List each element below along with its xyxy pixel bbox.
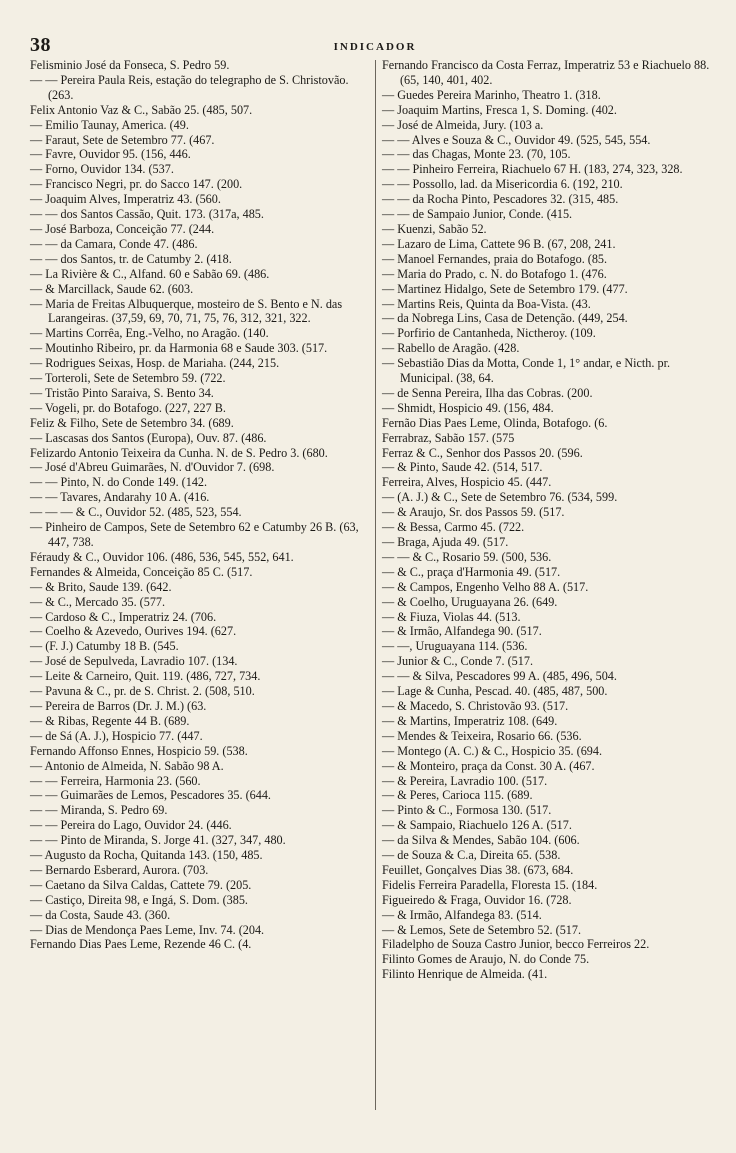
directory-entry: — Manoel Fernandes, praia do Botafogo. (85.: [382, 251, 608, 266]
directory-entry: — Shmidt, Hospicio 49. (156, 484.: [382, 400, 554, 415]
directory-entry: — & C., praça d'Harmonia 49. (517.: [382, 564, 561, 579]
directory-entry: — & Martins, Imperatriz 108. (649.: [382, 713, 558, 728]
directory-entry: — Bernardo Esberard, Aurora. (703.: [30, 862, 209, 877]
directory-entry: — Guedes Pereira Marinho, Theatro 1. (318.: [382, 87, 601, 102]
directory-entry: — Dias de Mendonça Paes Leme, Inv. 74. (204.: [30, 922, 265, 937]
directory-entry: — — — & C., Ouvidor 52. (485, 523, 554.: [30, 505, 242, 520]
directory-entry: Fernando Dias Paes Leme, Rezende 46 C. (4.: [30, 937, 252, 952]
directory-entry: Filinto Gomes de Araujo, N. do Conde 75.: [382, 952, 590, 967]
directory-entry: — — dos Santos, tr. de Catumby 2. (418.: [30, 251, 232, 266]
directory-entry: — José Barboza, Conceição 77. (244.: [30, 221, 215, 236]
directory-entry: — — & Silva, Pescadores 99 A. (485, 496, 504.: [382, 669, 617, 684]
directory-entry: — & Araujo, Sr. dos Passos 59. (517.: [382, 505, 565, 520]
directory-entry: — Moutinho Ribeiro, pr. da Harmonia 68 e Saude 303. (517.: [30, 341, 328, 356]
directory-entry: — & Coelho, Uruguayana 26. (649.: [382, 594, 558, 609]
directory-entry: — & Marcillack, Saude 62. (603.: [30, 281, 194, 296]
directory-entry: — Leite & Carneiro, Quit. 119. (486, 727, 734.: [30, 669, 261, 684]
directory-entry: Fernando Francisco da Costa Ferraz, Imperatriz 53 e Riachuelo 88. (65, 140, 401, 402.: [382, 58, 710, 87]
directory-entry: — Lascasas dos Santos (Europa), Ouv. 87. (486.: [30, 430, 267, 445]
directory-entry: — & Campos, Engenho Velho 88 A. (517.: [382, 579, 589, 594]
directory-entry: — & Ribas, Regente 44 B. (689.: [30, 713, 190, 728]
directory-entry: — & Sampaio, Riachuelo 126 A. (517.: [382, 818, 572, 833]
directory-entry: — Rabello de Aragão. (428.: [382, 341, 520, 356]
directory-entry: — — Pereira do Lago, Ouvidor 24. (446.: [30, 818, 232, 833]
column-divider: [375, 60, 376, 1110]
directory-entry: — — Guimarães de Lemos, Pescadores 35. (644.: [30, 788, 271, 803]
directory-entry: — da Costa, Saude 43. (360.: [30, 907, 171, 922]
right-column: [382, 58, 720, 982]
directory-entry: — Cardoso & C., Imperatriz 24. (706.: [30, 609, 217, 624]
directory-entry: — & Peres, Carioca 115. (689.: [382, 788, 533, 803]
directory-entry: Felix Antonio Vaz & C., Sabão 25. (485, 507.: [30, 102, 253, 117]
directory-entry: — & C., Mercado 35. (577.: [30, 594, 166, 609]
directory-entry: — — Ferreira, Harmonia 23. (560.: [30, 773, 201, 788]
directory-entry: — Pereira de Barros (Dr. J. M.) (63.: [30, 698, 207, 713]
directory-entry: — —, Uruguayana 114. (536.: [382, 639, 528, 654]
directory-entry: — da Silva & Mendes, Sabão 104. (606.: [382, 833, 580, 848]
directory-entry: — Coelho & Azevedo, Ourives 194. (627.: [30, 624, 237, 639]
directory-entry: Ferreira, Alves, Hospicio 45. (447.: [382, 475, 552, 490]
directory-entry: — José d'Abreu Guimarães, N. d'Ouvidor 7. (698.: [30, 460, 275, 475]
directory-entry: — Junior & C., Conde 7. (517.: [382, 654, 533, 669]
directory-entry: — Sebastião Dias da Motta, Conde 1, 1° andar, e Nicth. pr. Municipal. (38, 64.: [382, 356, 671, 386]
directory-entry: — Favre, Ouvidor 95. (156, 446.: [30, 147, 191, 162]
directory-entry: — — Alves e Souza & C., Ouvidor 49. (525, 545, 554.: [382, 132, 651, 147]
directory-entry: — — Miranda, S. Pedro 69.: [30, 803, 168, 818]
directory-entry: — & Pereira, Lavradio 100. (517.: [382, 773, 548, 788]
directory-entry: Filinto Henrique de Almeida. (41.: [382, 967, 548, 982]
directory-entry: — Torteroli, Sete de Setembro 59. (722.: [30, 371, 226, 386]
directory-entry: — Lage & Cunha, Pescad. 40. (485, 487, 500.: [382, 684, 608, 699]
directory-entry: — Mendes & Teixeira, Rosario 66. (536.: [382, 728, 582, 743]
directory-entry: Feliz & Filho, Sete de Setembro 34. (689.: [30, 415, 234, 430]
directory-entry: Fidelis Ferreira Paradella, Floresta 15. (184.: [382, 877, 598, 892]
directory-entry: — Porfirio de Cantanheda, Nictheroy. (109.: [382, 326, 596, 341]
directory-entry: — Faraut, Sete de Setembro 77. (467.: [30, 132, 215, 147]
directory-entry: — Joaquim Alves, Imperatriz 43. (560.: [30, 192, 221, 207]
directory-entry: — Martins Corrêa, Eng.-Velho, no Aragão. (140.: [30, 326, 269, 341]
directory-entry: — Emilio Taunay, America. (49.: [30, 117, 189, 132]
left-column: [30, 58, 368, 952]
directory-entry: — & Monteiro, praça da Const. 30 A. (467.: [382, 758, 595, 773]
directory-entry: — Augusto da Rocha, Quitanda 143. (150, 485.: [30, 848, 263, 863]
directory-entry: — & Lemos, Sete de Setembro 52. (517.: [382, 922, 582, 937]
directory-entry: — (A. J.) & C., Sete de Setembro 76. (534, 599.: [382, 490, 618, 505]
directory-entry: Féraudy & C., Ouvidor 106. (486, 536, 545, 552, 641.: [30, 549, 294, 564]
directory-entry: — — das Chagas, Monte 23. (70, 105.: [382, 147, 571, 162]
directory-entry: — Forno, Ouvidor 134. (537.: [30, 162, 174, 177]
directory-entry: — Lazaro de Lima, Cattete 96 B. (67, 208, 241.: [382, 236, 616, 251]
directory-entry: — José de Almeida, Jury. (103 a.: [382, 117, 544, 132]
directory-entry: — (F. J.) Catumby 18 B. (545.: [30, 639, 179, 654]
directory-entry: — & Irmão, Alfandega 90. (517.: [382, 624, 542, 639]
directory-entry: — Montego (A. C.) & C., Hospicio 35. (694.: [382, 743, 603, 758]
directory-entry: Fernão Dias Paes Leme, Olinda, Botafogo. (6.: [382, 415, 608, 430]
directory-entry: Filadelpho de Souza Castro Junior, becco Ferreiros 22.: [382, 937, 650, 952]
directory-entry: Felizardo Antonio Teixeira da Cunha. N. de S. Pedro 3. (680.: [30, 445, 328, 460]
directory-entry: — da Nobrega Lins, Casa de Detenção. (449, 254.: [382, 311, 628, 326]
directory-entry: — Joaquim Martins, Fresca 1, S. Doming. (402.: [382, 102, 617, 117]
directory-entry: Ferraz & C., Senhor dos Passos 20. (596.: [382, 445, 583, 460]
directory-entry: — Vogeli, pr. do Botafogo. (227, 227 B.: [30, 400, 226, 415]
directory-entry: — Martinez Hidalgo, Sete de Setembro 179. (477.: [382, 281, 628, 296]
directory-entry: — Maria de Freitas Albuquerque, mosteiro de S. Bento e N. das Larangeiras. (37,59, 69, 70, 71, 75, 76, 312, 321, 322.: [30, 296, 343, 326]
directory-entry: — Pinto & C., Formosa 130. (517.: [382, 803, 552, 818]
directory-entry: Ferrabraz, Sabão 157. (575: [382, 430, 515, 445]
directory-entry: — & Brito, Saude 139. (642.: [30, 579, 172, 594]
directory-entry: — — Pinto, N. do Conde 149. (142.: [30, 475, 208, 490]
directory-entry: — de Sá (A. J.), Hospicio 77. (447.: [30, 728, 203, 743]
directory-entry: — — Pereira Paula Reis, estação do telegrapho de S. Christovão. (263.: [30, 72, 349, 102]
directory-columns: [30, 58, 720, 1138]
directory-entry: Figueiredo & Fraga, Ouvidor 16. (728.: [382, 892, 572, 907]
directory-entry: — Caetano da Silva Caldas, Cattete 79. (205.: [30, 877, 252, 892]
directory-entry: — — Possollo, lad. da Misericordia 6. (192, 210.: [382, 177, 623, 192]
directory-entry: — Rodrigues Seixas, Hosp. de Mariaha. (244, 215.: [30, 356, 280, 371]
directory-entry: — Castiço, Direita 98, e Ingá, S. Dom. (385.: [30, 892, 248, 907]
directory-entry: — — Tavares, Andarahy 10 A. (416.: [30, 490, 210, 505]
directory-entry: — Martins Reis, Quinta da Boa-Vista. (43.: [382, 296, 591, 311]
page-header: [30, 34, 720, 60]
directory-entry: — & Macedo, S. Christovão 93. (517.: [382, 698, 569, 713]
directory-entry: — — da Rocha Pinto, Pescadores 32. (315, 485.: [382, 192, 619, 207]
directory-entry: Fernando Affonso Ennes, Hospicio 59. (538.: [30, 743, 248, 758]
page-number: 38: [30, 34, 51, 56]
directory-entry: — — Pinheiro Ferreira, Riachuelo 67 H. (183, 274, 323, 328.: [382, 162, 683, 177]
directory-entry: — Pavuna & C., pr. de S. Christ. 2. (508, 510.: [30, 684, 255, 699]
directory-entry: Fernandes & Almeida, Conceição 85 C. (517.: [30, 564, 253, 579]
directory-entry: — de Souza & C.a, Direita 65. (538.: [382, 848, 561, 863]
directory-entry: — — & C., Rosario 59. (500, 536.: [382, 549, 552, 564]
directory-entry: Feuillet, Gonçalves Dias 38. (673, 684.: [382, 862, 574, 877]
directory-entry: — & Pinto, Saude 42. (514, 517.: [382, 460, 543, 475]
directory-entry: Felisminio José da Fonseca, S. Pedro 59.: [30, 58, 230, 72]
directory-entry: — — da Camara, Conde 47. (486.: [30, 236, 198, 251]
directory-entry: — Antonio de Almeida, N. Sabão 98 A.: [30, 758, 224, 773]
directory-entry: — Braga, Ajuda 49. (517.: [382, 535, 509, 549]
directory-entry: — José de Sepulveda, Lavradio 107. (134.: [30, 654, 238, 669]
running-title: INDICADOR: [333, 41, 417, 53]
directory-entry: — — Pinto de Miranda, S. Jorge 41. (327, 347, 480.: [30, 833, 286, 848]
directory-entry: — — dos Santos Cassão, Quit. 173. (317a, 485.: [30, 207, 264, 222]
directory-entry: — Francisco Negri, pr. do Sacco 147. (200.: [30, 177, 243, 192]
directory-entry: — — de Sampaio Junior, Conde. (415.: [382, 207, 573, 222]
directory-entry: — Pinheiro de Campos, Sete de Setembro 62 e Catumby 26 B. (63, 447, 738.: [30, 520, 359, 549]
directory-entry: — Kuenzi, Sabão 52.: [382, 221, 487, 236]
directory-entry: — de Senna Pereira, Ilha das Cobras. (200.: [382, 385, 593, 400]
directory-entry: — & Fiuza, Violas 44. (513.: [382, 609, 521, 624]
directory-entry: — & Irmão, Alfandega 83. (514.: [382, 907, 542, 922]
directory-entry: — & Bessa, Carmo 45. (722.: [382, 520, 525, 535]
directory-entry: — Maria do Prado, c. N. do Botafogo 1. (476.: [382, 266, 607, 281]
directory-entry: — Tristão Pinto Saraiva, S. Bento 34.: [30, 385, 214, 400]
directory-entry: — La Rivière & C., Alfand. 60 e Sabão 69. (486.: [30, 266, 270, 281]
